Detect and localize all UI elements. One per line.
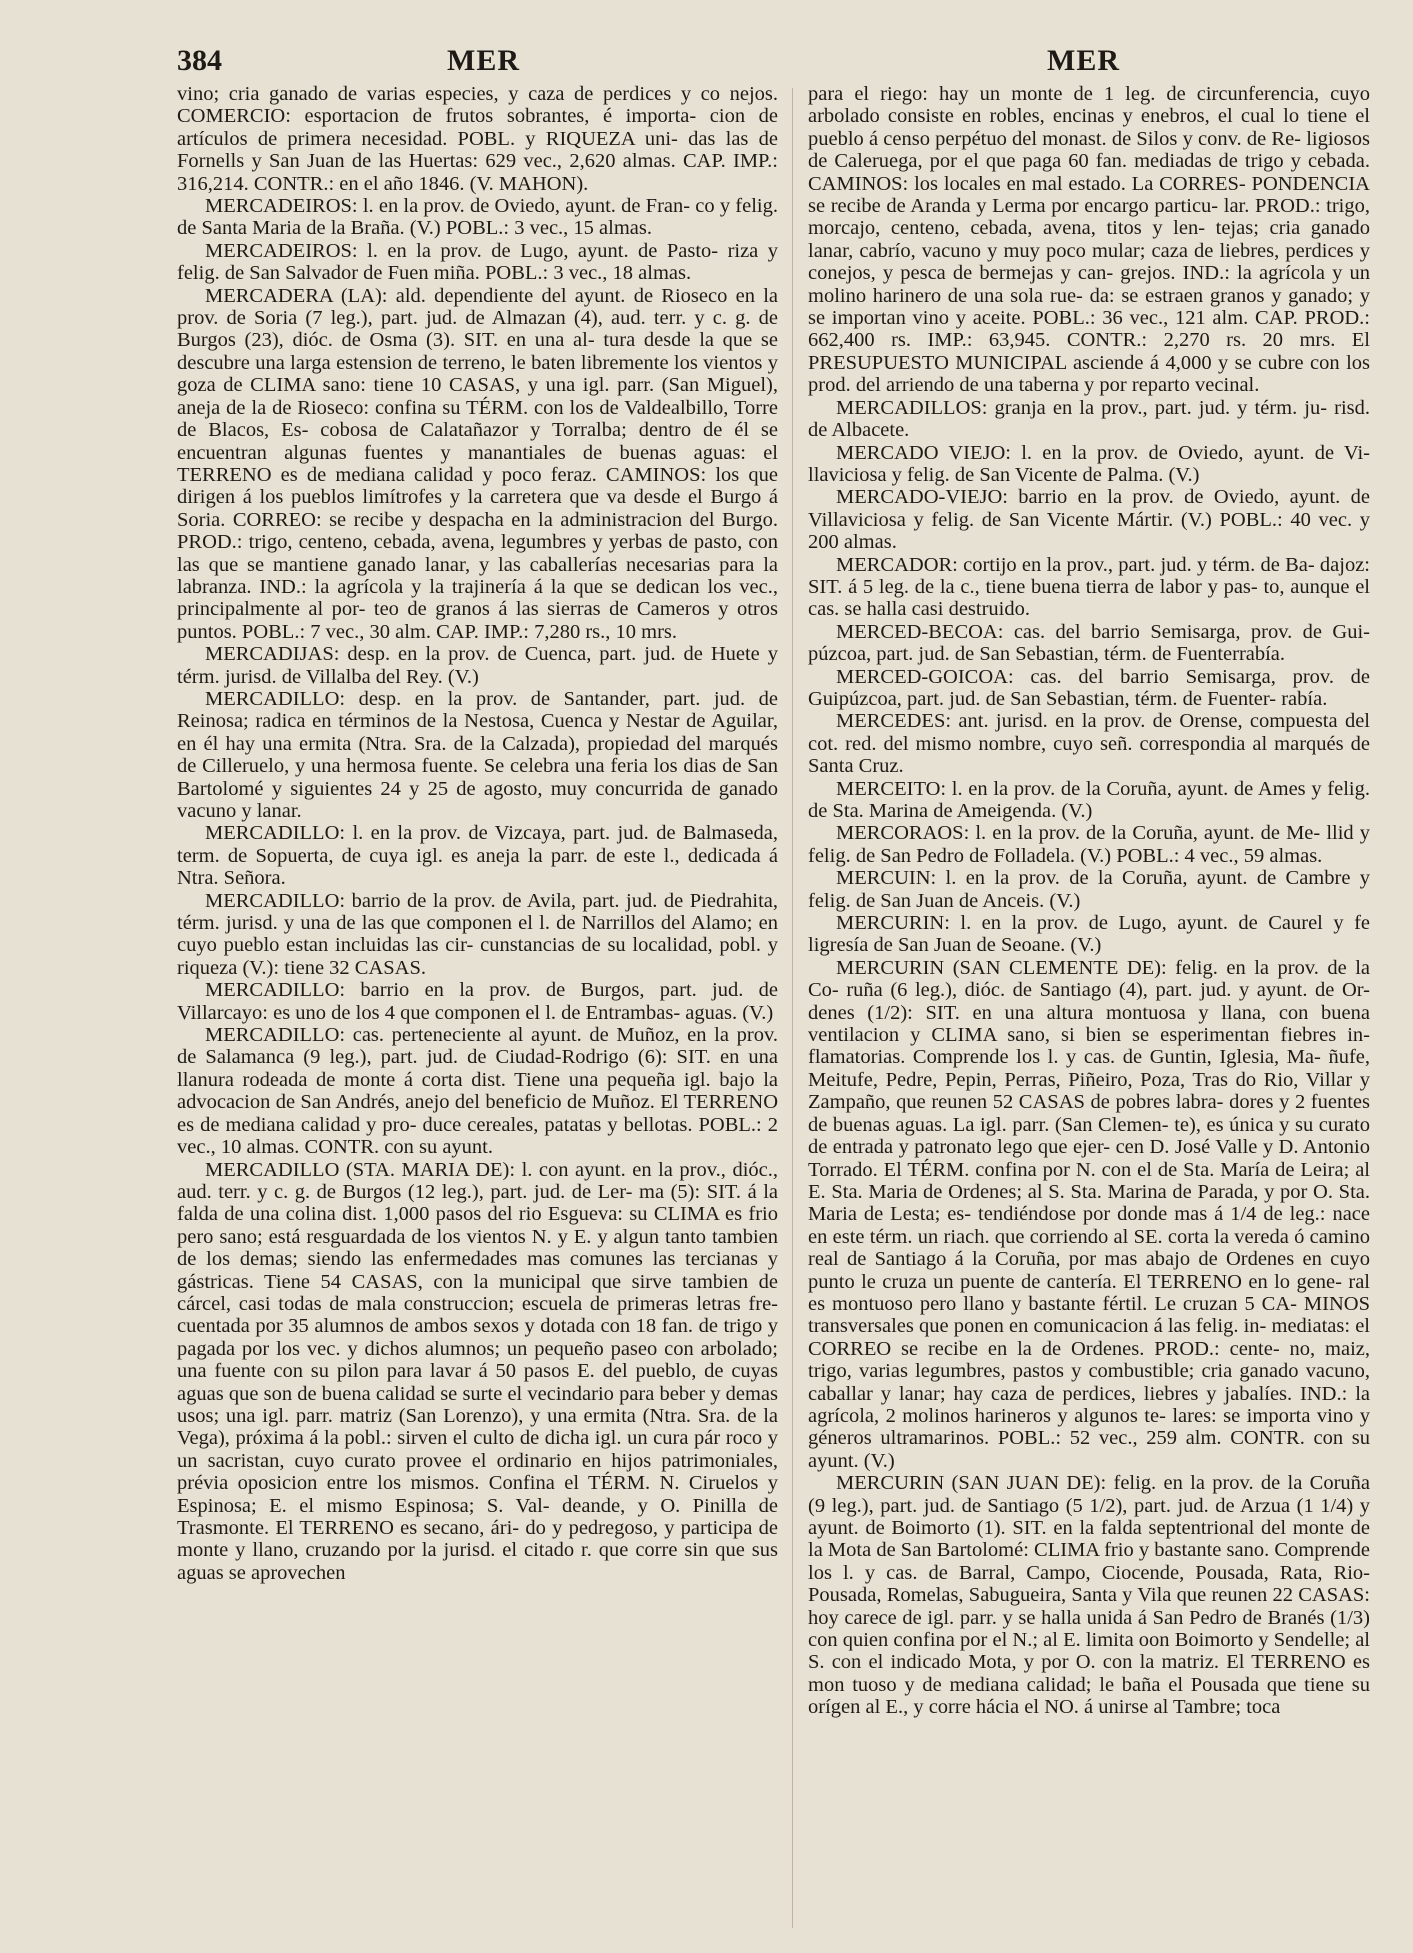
entry-mercadillo-avila: MERCADILLO: barrio de la prov. de Avila, part. jud. de Piedrahita, térm. jurisd. y una de las que componen el l. de Narrillos del Alamo; en cuyo pueblo estan incluidas las cir- cunstancias de su localidad, pobl. y riqueza (V.): tiene 32 CASAS. bbox=[177, 889, 778, 979]
entry-continuation: vino; cria ganado de varias especies, y caza de perdices y co nejos. COMERCIO: esportacion de frutos sobrantes, é importa- cion de artículos de primera necesidad. POBL. y RIQUEZA uni- das las de Fornells y San Juan de las Huertas: 629 vec., 2,620 almas. CAP. IMP.: 316,214. CONTR.: en el año 1846. (V. MAHON). bbox=[177, 83, 778, 195]
entry-mercadijas: MERCADIJAS: desp. en la prov. de Cuenca, part. jud. de Huete y térm. jurisd. de Villalba del Rey. (V.) bbox=[177, 643, 778, 688]
entry-mercadillo-santander: MERCADILLO: desp. en la prov. de Santander, part. jud. de Reinosa; radica en términos de la Nestosa, Cuenca y Nestar de Aguilar, en él hay una ermita (Ntra. Sra. de la Calzada), propiedad del marqués de Cilleruelo, y una hermosa fuente. Se celebra una feria los dias de San Bartolomé y siguientes 24 y 25 de agosto, muy concurrida de ganado vacuno y lanar. bbox=[177, 687, 778, 822]
column-divider bbox=[792, 88, 793, 1928]
entry-merceito: MERCEITO: l. en la prov. de la Coruña, ayunt. de Ames y felig. de Sta. Marina de Ameigenda. (V.) bbox=[808, 777, 1370, 822]
entry-mercado-viejo: MERCADO VIEJO: l. en la prov. de Oviedo, ayunt. de Vi- llaviciosa y felig. de San Vicente de Palma. (V.) bbox=[808, 441, 1370, 486]
entry-mercedes: MERCEDES: ant. jurisd. en la prov. de Orense, compuesta del cot. red. del mismo nombre, cuyo señ. correspondia al marqués de Santa Cruz. bbox=[808, 710, 1370, 778]
entry-mercadillo-sta-maria: MERCADILLO (STA. MARIA DE): l. con ayunt. en la prov., dióc., aud. terr. y c. g. de Burgos (12 leg.), part. jud. de Ler- ma (5): SIT. á la falda de una colina dist. 1,000 pasos del rio Esgueva: su CLIMA es frio pero sano; está resguardada de los vientos N. y E. y algun tanto tambien de los demas; siendo las enfermedades mas comunes las tercianas y gástricas. Tiene 54 CASAS, con la municipal que sirve tambien de cárcel, casi todas de mala construccion; escuela de primeras letras fre- cuentada por 35 alumnos de ambos sexos y dotada con 18 fan. de trigo y pagada por los vec. y dichos alumnos; un pequeño paseo con arbolado; una fuente con su pilon para lavar á 50 pasos E. del pueblo, de cuyas aguas que son de buena calidad se surte el vecindario para beber y demas usos; una igl. parr. matriz (San Lorenzo), y una ermita (Ntra. Sra. de la Vega), próxima á la pobl.: sirven el culto de dicha igl. un cura pár roco y un sacristan, cuyo curato provee el ordinario en hijos patrimoniales, prévia oposicion entre los mismos. Confina el TÉRM. N. Ciruelos y Espinosa; E. el mismo Espinosa; S. Val- deande, y O. Pinilla de Trasmonte. El TERRENO es secano, ári- do y pedregoso, y participa de monte y llano, cruzando por la jurisd. el citado r. que corre sin que sus aguas se aprovechen bbox=[177, 1158, 778, 1584]
entry-mercurin-san-juan: MERCURIN (SAN JUAN DE): felig. en la prov. de la Coruña (9 leg.), part. jud. de Santiago (5 1/2), part. jud. de Arzua (1 1/4) y ayunt. de Boimorto (1). SIT. en la falda septentrional del monte de la Mota de San Bartolomé: CLIMA frio y bastante sano. Comprende los l. y cas. de Barral, Campo, Ciocende, Pousada, Rata, Rio-Pousada, Romelas, Sabugueira, Santa y Vila que reunen 22 CASAS: hoy carece de igl. parr. y se halla unida á San Pedro de Branés (1/3) con quien confina por el N.; al E. limita oon Boimorto y Sendelle; al S. con el indicado Mota, y por O. con la matriz. El TERRENO es mon tuoso y de mediana calidad; le baña el Pousada que tiene su orígen al E., y corre hácia el NO. á unirse al Tambre; toca bbox=[808, 1472, 1370, 1719]
entry-mercador: MERCADOR: cortijo en la prov., part. jud. y térm. de Ba- dajoz: SIT. á 5 leg. de la c., tiene buena tierra de labor y pas- to, aunque el cas. se halla casi destruido. bbox=[808, 553, 1370, 621]
entry-mercuin: MERCUIN: l. en la prov. de la Coruña, ayunt. de Cambre y felig. de San Juan de Anceis. (V.) bbox=[808, 867, 1370, 912]
left-column bbox=[177, 83, 778, 1584]
entry-mercoraos: MERCORAOS: l. en la prov. de la Coruña, ayunt. de Me- llid y felig. de San Pedro de Folladela. (V.) POBL.: 4 vec., 59 almas. bbox=[808, 822, 1370, 867]
entry-mercurin-lugo: MERCURIN: l. en la prov. de Lugo, ayunt. de Caurel y fe ligresía de San Juan de Seoane. (V.) bbox=[808, 912, 1370, 957]
entry-mercadeiros-oviedo: MERCADEIROS: l. en la prov. de Oviedo, ayunt. de Fran- co y felig. de Santa Maria de la Braña. (V.) POBL.: 3 vec., 15 almas. bbox=[177, 195, 778, 240]
entry-mercadillo-vizcaya: MERCADILLO: l. en la prov. de Vizcaya, part. jud. de Balmaseda, term. de Sopuerta, de cuya igl. es aneja la parr. de este l., dedicada á Ntra. Señora. bbox=[177, 822, 778, 890]
entry-mercado-viejo-barrio: MERCADO-VIEJO: barrio en la prov. de Oviedo, ayunt. de Villaviciosa y felig. de San Vicente Mártir. (V.) POBL.: 40 vec. y 200 almas. bbox=[808, 486, 1370, 554]
entry-mercadillo-salamanca: MERCADILLO: cas. perteneciente al ayunt. de Muñoz, en la prov. de Salamanca (9 leg.), part. jud. de Ciudad-Rodrigo (6): SIT. en una llanura rodeada de monte á corta dist. Tiene una pequeña igl. bajo la advocacion de San Andrés, anejo del beneficio de Muñoz. El TERRENO es de mediana calidad y pro- duce cereales, patatas y bellotas. POBL.: 2 vec., 10 almas. CONTR. con su ayunt. bbox=[177, 1024, 778, 1159]
left-running-head: MER bbox=[447, 44, 520, 77]
entry-mercadillos: MERCADILLOS: granja en la prov., part. jud. y térm. ju- risd. de Albacete. bbox=[808, 396, 1370, 442]
page-number: 384 bbox=[177, 44, 222, 77]
entry-mercadera: MERCADERA (LA): ald. dependiente del ayunt. de Rioseco en la prov. de Soria (7 leg.), part. jud. de Almazan (4), aud. terr. y c. g. de Burgos (23), dióc. de Osma (3). SIT. en una al- tura desde la que se descubre una larga estension de terreno, le baten libremente los vientos y goza de CLIMA sano: tiene 10 CASAS, y una igl. parr. (San Miguel), aneja de la de Rioseco: confina su TÉRM. con los de Valdealbillo, Torre de Blacos, Es- cobosa de Calatañazor y Torralba; dentro de él se encuentran algunas fuentes y manantiales de buenas aguas: el TERRENO es de mediana calidad y poco feraz. CAMINOS: los que dirigen á los pueblos limítrofes y la carretera que va desde el Burgo á Soria. CORREO: se recibe y despacha en la administracion del Burgo. PROD.: trigo, centeno, cebada, avena, legumbres y yerbas de pasto, con las que se mantiene ganado lanar, y las caballerías necesarias para la labranza. IND.: la agrícola y la trajinería á la que se dedican los vec., principalmente al por- teo de granos á las sierras de Cameros y otros puntos. POBL.: 7 vec., 30 alm. CAP. IMP.: 7,280 rs., 10 mrs. bbox=[177, 284, 778, 643]
right-running-head: MER bbox=[1047, 44, 1120, 77]
entry-merced-goicoa: MERCED-GOICOA: cas. del barrio Semisarga, prov. de Guipúzcoa, part. jud. de San Sebastian, térm. de Fuenter- rabía. bbox=[808, 665, 1370, 710]
right-column bbox=[808, 83, 1370, 1719]
entry-mercadillo-burgos: MERCADILLO: barrio en la prov. de Burgos, part. jud. de Villarcayo: es uno de los 4 que componen el l. de Entrambas- aguas. (V.) bbox=[177, 979, 778, 1024]
entry-merced-becoa: MERCED-BECOA: cas. del barrio Semisarga, prov. de Gui- púzcoa, part. jud. de San Sebastian, térm. de Fuenterrabía. bbox=[808, 620, 1370, 666]
entry-mercurin-san-clemente: MERCURIN (SAN CLEMENTE DE): felig. en la prov. de la Co- ruña (6 leg.), dióc. de Santiago (4), part. jud. y ayunt. de Or- denes (1/2): SIT. en una altura montuosa y llana, con buena ventilacion y CLIMA sano, si bien se esperimentan fiebres in- flamatorias. Comprende los l. y cas. de Guntin, Iglesia, Ma- ñufe, Meitufe, Pedre, Pepin, Perras, Piñeiro, Poza, Tras do Rio, Villar y Zampaño, que reunen 52 CASAS de pobres labra- dores y 2 fuentes de buenas aguas. La igl. parr. (San Clemen- te), es única y su curato de entrada y patronato lego que ejer- cen D. José Valle y D. Antonio Torrado. El TÉRM. confina por N. con el de Sta. María de Leira; al E. Sta. Maria de Ordenes; al S. Sta. Marina de Parada, y por O. Sta. Maria de Lesta; es- tendiéndose por donde mas á 1/4 de leg.: nace en este térm. un riach. que corriendo al SE. corta la vereda ó camino real de Santiago á la Coruña, por mas abajo de Ordenes en cuyo punto le cruza un puente de cantería. El TERRENO en lo gene- ral es montuoso pero llano y bastante fértil. Le cruzan 5 CA- MINOS transversales que ponen en comunicacion á las felig. in- mediatas: el CORREO se recibe en la de Ordenes. PROD.: cente- no, maiz, trigo, varias legumbres, pastos y combustible; cria ganado vacuno, caballar y lanar; hay caza de perdices, liebres y jabalíes. IND.: la agrícola, 2 molinos harineros y algunos te- lares: se importa vino y géneros ultramarinos. POBL.: 52 vec., 259 alm. CONTR. con su ayunt. (V.) bbox=[808, 956, 1370, 1472]
entry-mercadeiros-lugo: MERCADEIROS: l. en la prov. de Lugo, ayunt. de Pasto- riza y felig. de San Salvador de Fuen miña. POBL.: 3 vec., 18 almas. bbox=[177, 239, 778, 285]
entry-continuation: para el riego: hay un monte de 1 leg. de circunferencia, cuyo arbolado consiste en robles, encinas y enebros, el cual lo tiene el pueblo á censo perpétuo del monast. de Silos y conv. de Re- ligiosos de Caleruega, por el que paga 60 fan. mediadas de trigo y cebada. CAMINOS: los locales en mal estado. La CORRES- PONDENCIA se recibe de Aranda y Lerma por encargo particu- lar. PROD.: trigo, morcajo, centeno, cebada, avena, titos y len- tejas; cria ganado lanar, cabrío, vacuno y muy poco mular; caza de liebres, perdices y conejos, y pesca de bermejas y can- grejos. IND.: la agrícola y un molino harinero de una sola rue- da: se estraen granos y ganado; y se importan vino y aceite. POBL.: 36 vec., 121 alm. CAP. PROD.: 662,400 rs. IMP.: 63,945. CONTR.: 2,270 rs. 20 mrs. El PRESUPUESTO MUNICIPAL asciende á 4,000 y se cubre con los prod. del arriendo de una taberna y por reparto vecinal. bbox=[808, 83, 1370, 397]
